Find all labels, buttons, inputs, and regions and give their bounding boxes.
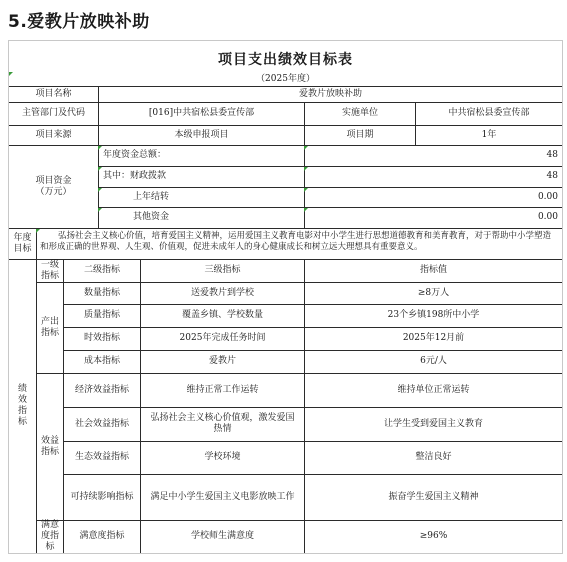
funds-other-value: 0.00 <box>537 212 558 222</box>
table-row-level2: 成本指标 <box>83 356 120 366</box>
satisfaction-indicators-label: 满意度指标 <box>40 520 59 552</box>
table-row-level2: 可持续影响指标 <box>70 491 134 502</box>
implementing-unit-label: 实施单位 <box>341 108 378 118</box>
implementing-unit-value: 中共宿松县委宣传部 <box>448 108 530 118</box>
performance-indicators-label <box>9 259 36 553</box>
table-row-level3: 送爱教片到学校 <box>190 287 254 298</box>
project-source-label: 项目来源 <box>35 129 72 140</box>
table-row-level2: 经济效益指标 <box>74 384 129 395</box>
performance-char: 效 <box>17 395 27 405</box>
funds-label-line2: （万元） <box>35 186 72 197</box>
annual-goal-text: 弘扬社会主义核心价值，培育爱国主义精神，运用爱国主义教育电影对中小学生进行思想道德教育和美育教育，对于帮助中小学塑造和形成正确的世界观、人生观、价值观，促进未成年人的身心健康成长和树立远大理想具有重要意义。 <box>40 231 552 252</box>
benefit-indicators-label: 效益指标 <box>40 435 59 457</box>
table-row-level2: 生态效益指标 <box>74 452 129 462</box>
project-name-value: 爱教片放映补助 <box>298 88 362 99</box>
cell-marker <box>9 72 13 76</box>
row-rule <box>9 228 562 229</box>
header-value: 指标值 <box>419 265 447 275</box>
performance-target-sheet <box>8 40 563 554</box>
funds-carryover-label: 上年结转 <box>133 191 170 202</box>
funds-fiscal-label: 其中：财政拨款 <box>103 171 167 181</box>
document-year: （2025年度） <box>256 74 315 84</box>
project-period-label: 项目期 <box>346 129 374 140</box>
table-row-value: 整洁良好 <box>415 452 452 462</box>
funds-label <box>9 145 98 228</box>
department-label: 主管部门及代码 <box>21 108 85 118</box>
funds-total-value: 48 <box>546 150 558 160</box>
department-value: [016]中共宿松县委宣传部 <box>148 108 255 118</box>
table-row-level2: 质量指标 <box>83 310 120 320</box>
performance-char: 标 <box>17 417 27 427</box>
performance-char: 绩 <box>17 384 27 394</box>
table-row-level2: 数量指标 <box>83 287 120 298</box>
header-level2: 二级指标 <box>83 265 120 275</box>
output-indicators-label: 产出指标 <box>40 316 59 338</box>
document-title: 项目支出绩效目标表 <box>218 52 353 68</box>
header-level1: 一级指标 <box>40 259 59 281</box>
table-row-value: 振奋学生爱国主义精神 <box>388 491 479 502</box>
project-name-label: 项目名称 <box>35 88 72 99</box>
table-row-level3: 学校环境 <box>204 452 241 462</box>
table-row-level2: 社会效益指标 <box>74 418 129 429</box>
table-row-level3: 弘扬社会主义核心价值观，激发爱国热情 <box>150 413 295 434</box>
performance-char: 指 <box>17 406 27 416</box>
table-row-value: ≥96% <box>419 531 448 541</box>
table-row-level2: 时效指标 <box>83 333 120 343</box>
table-row-level3: 覆盖乡镇、学校数量 <box>181 310 263 320</box>
table-row-value: 6元/人 <box>420 356 447 366</box>
table-row-level3: 维持正常工作运转 <box>186 384 259 395</box>
header-level3: 三级指标 <box>204 265 241 275</box>
funds-total-label: 年度资金总额： <box>103 150 167 160</box>
funds-other-label: 其他资金 <box>133 212 170 222</box>
funds-carryover-value: 0.00 <box>537 191 558 202</box>
funds-fiscal-value: 48 <box>546 171 558 181</box>
project-period-value: 1年 <box>481 129 497 140</box>
table-row-level2: 满意度指标 <box>79 531 125 541</box>
project-source-value: 本级申报项目 <box>174 129 229 140</box>
table-row-value: 2025年12月前 <box>402 333 465 343</box>
section-heading: 5.爱教片放映补助 <box>8 12 150 32</box>
table-row-value: ≥8万人 <box>417 287 450 298</box>
table-row-level3: 满足中小学生爱国主义电影放映工作 <box>150 491 295 502</box>
funds-label-line1: 项目资金 <box>35 175 72 186</box>
annual-goal-label <box>9 228 36 259</box>
table-row-value: 让学生受到爱国主义教育 <box>383 418 483 429</box>
table-row-level3: 学校师生满意度 <box>190 531 254 541</box>
table-row-level3: 爱教片 <box>208 356 236 366</box>
table-row-value: 23个乡镇198所中小学 <box>387 310 480 320</box>
table-row-level3: 2025年完成任务时间 <box>179 333 266 343</box>
annual-goal-label-line1: 年度 <box>13 232 32 243</box>
annual-goal-label-line2: 目标 <box>13 243 32 254</box>
table-row-value: 维持单位正常运转 <box>397 384 470 395</box>
